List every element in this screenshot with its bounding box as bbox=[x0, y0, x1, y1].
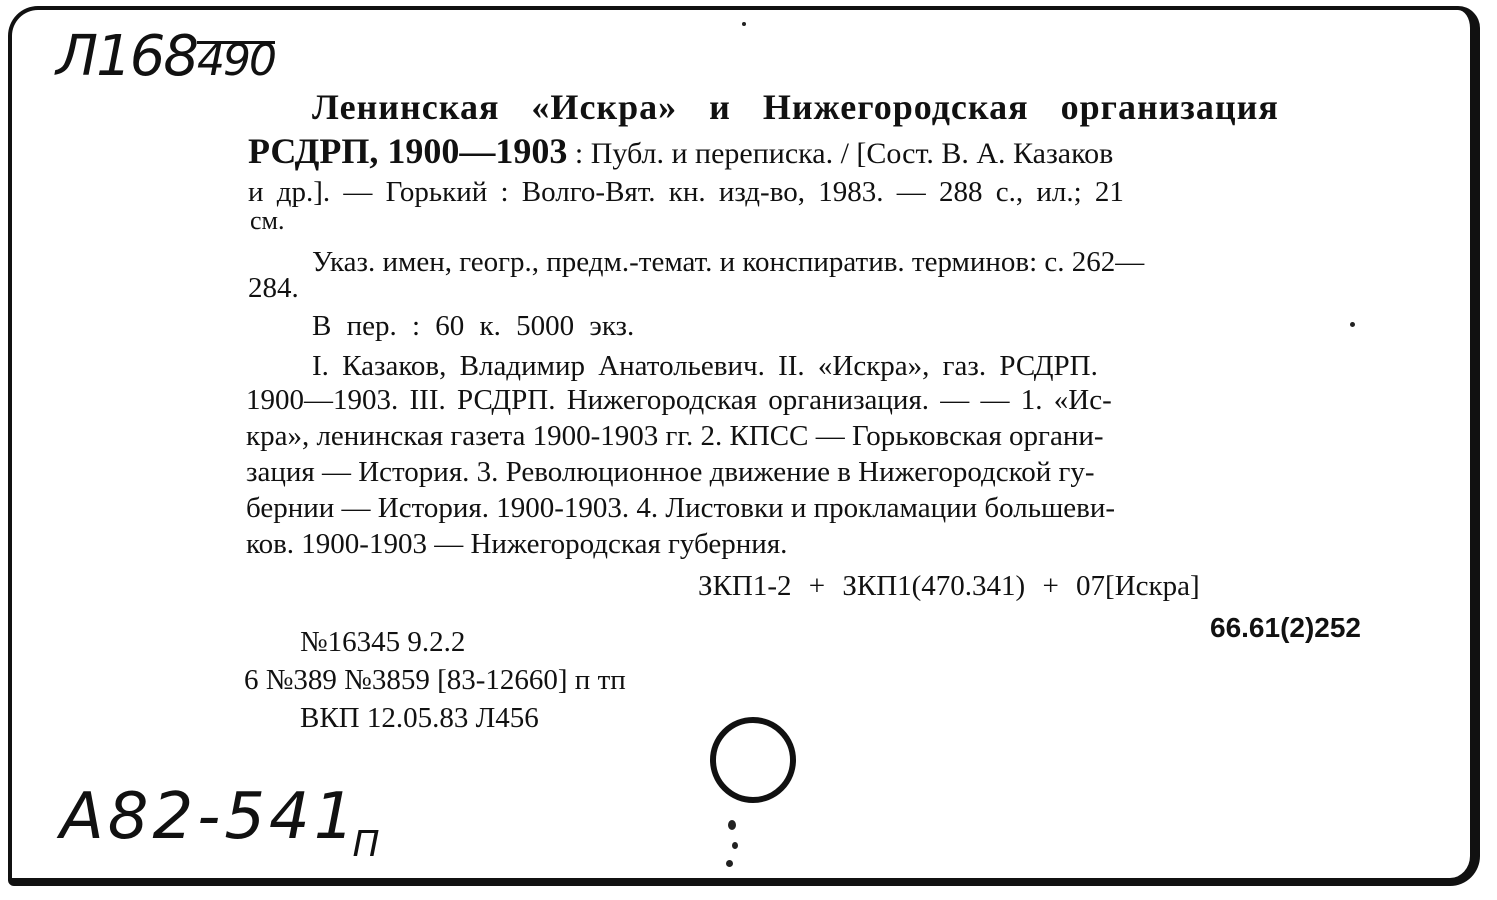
handwritten-top-fraction: 490 bbox=[197, 35, 275, 86]
ink-speck bbox=[726, 860, 733, 867]
handwritten-top-number bbox=[56, 24, 275, 89]
registration-line2: 6 №389 №3859 [83-12660] п тп bbox=[244, 664, 626, 696]
handwritten-bottom-main: А82-541 bbox=[60, 780, 359, 854]
entry-imprint-line: и др.]. — Горький : Волго-Вят. кн. изд-во, 1983. — 288 с., ил.; 21 bbox=[248, 176, 1124, 208]
entry-price-line: В пер. : 60 к. 5000 экз. bbox=[312, 310, 635, 342]
punch-hole-circle bbox=[708, 714, 798, 804]
ink-speck bbox=[732, 842, 738, 849]
entry-subject-line: I. Казаков, Владимир Анатольевич. II. «Искра», газ. РСДРП. bbox=[312, 350, 1098, 382]
ink-speck bbox=[728, 820, 736, 830]
entry-subject-line: 1900—1903. III. РСДРП. Нижегородская организация. — — 1. «Ис- bbox=[246, 384, 1112, 416]
registration-line1: №16345 9.2.2 bbox=[300, 626, 466, 658]
handwritten-top-main: Л168 bbox=[56, 24, 197, 89]
entry-note-line2: 284. bbox=[248, 272, 299, 304]
ink-speck bbox=[1350, 322, 1355, 327]
entry-note-line1: Указ. имен, геогр., предм.-темат. и конспиратив. терминов: с. 262— bbox=[312, 246, 1145, 278]
entry-subject-line: ков. 1900-1903 — Нижегородская губерния. bbox=[246, 528, 788, 560]
entry-dimensions-line: см. bbox=[250, 206, 285, 235]
entry-subject-line: зация — История. 3. Революционное движение в Нижегородской гу- bbox=[246, 456, 1095, 488]
entry-title-rest: : Публ. и переписка. / [Сост. В. А. Казаков bbox=[574, 137, 1114, 170]
entry-subject-line: бернии — История. 1900-1903. 4. Листовки и прокламации большеви- bbox=[246, 492, 1116, 524]
classification-index: ЗКП1-2 + ЗКП1(470.341) + 07[Искра] bbox=[698, 570, 1200, 602]
registration-line3: ВКП 12.05.83 Л456 bbox=[300, 702, 539, 734]
entry-title-bold: РСДРП, 1900—1903 bbox=[248, 131, 568, 171]
handwritten-bottom-code bbox=[60, 780, 384, 865]
ink-speck bbox=[742, 22, 746, 26]
classification-code: 66.61(2)252 bbox=[1210, 612, 1362, 643]
entry-title-line1: Ленинская «Искра» и Нижегородская организация bbox=[312, 87, 1279, 127]
entry-title-line2 bbox=[248, 130, 1113, 172]
handwritten-bottom-sub: П bbox=[352, 824, 384, 865]
entry-subject-line: кра», ленинская газета 1900-1903 гг. 2. КПСС — Горьковская органи- bbox=[246, 420, 1104, 452]
